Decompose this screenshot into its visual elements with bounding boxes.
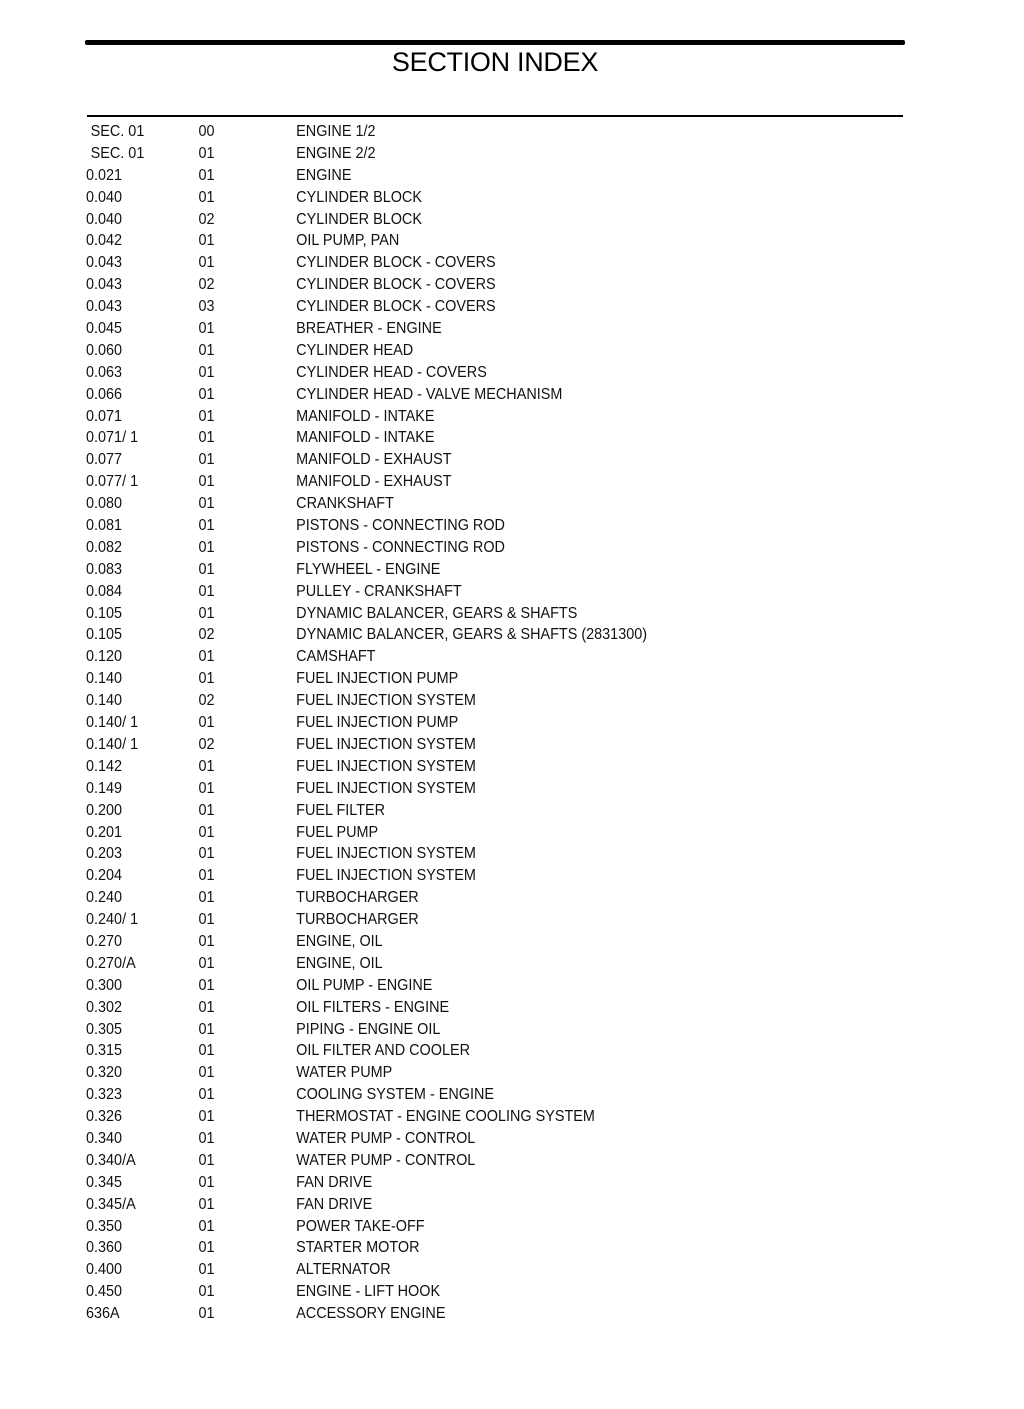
table-row	[86, 931, 830, 953]
section-description: FAN DRIVE	[296, 1195, 373, 1213]
top-rule	[85, 40, 905, 45]
section-description: FAN DRIVE	[296, 1173, 373, 1191]
table-row	[86, 953, 830, 975]
section-code: 0.021	[86, 166, 123, 184]
section-code: 0.105	[86, 626, 123, 644]
section-code: 636A	[86, 1305, 120, 1323]
table-row	[86, 975, 830, 997]
section-description: MANIFOLD - EXHAUST	[296, 473, 452, 491]
section-code: 0.084	[86, 582, 123, 600]
table-row	[86, 1062, 830, 1084]
page-number: 02	[198, 210, 215, 228]
section-description: DYNAMIC BALANCER, GEARS & SHAFTS	[296, 604, 578, 622]
section-code: 0.060	[86, 341, 123, 359]
table-row	[86, 843, 830, 865]
page-number: 01	[198, 648, 215, 666]
table-row	[86, 427, 830, 449]
table-row	[86, 165, 830, 187]
page-number: 02	[198, 735, 215, 753]
section-description: CYLINDER HEAD - COVERS	[296, 363, 487, 381]
page-number: 02	[198, 692, 215, 710]
section-description: ENGINE 2/2	[296, 144, 376, 162]
page-number: 01	[198, 998, 215, 1016]
table-row	[86, 1128, 830, 1150]
table-row	[86, 1019, 830, 1041]
table-row	[86, 537, 830, 559]
table-row	[86, 296, 830, 318]
page-number: 01	[198, 254, 215, 272]
table-row	[86, 822, 830, 844]
section-description: FUEL INJECTION PUMP	[296, 670, 459, 688]
section-code: 0.081	[86, 517, 123, 535]
page-number: 02	[198, 276, 215, 294]
section-description: PISTONS - CONNECTING ROD	[296, 517, 505, 535]
table-row	[86, 1237, 830, 1259]
section-code: 0.043	[86, 298, 123, 316]
section-code: 0.400	[86, 1261, 123, 1279]
page-number: 01	[198, 166, 215, 184]
section-code: 0.204	[86, 867, 123, 885]
table-row	[86, 209, 830, 231]
section-code: 0.200	[86, 801, 123, 819]
table-row	[86, 668, 830, 690]
section-code: 0.071	[86, 407, 123, 425]
section-code: 0.450	[86, 1283, 123, 1301]
table-row	[86, 449, 830, 471]
section-code: 0.045	[86, 320, 123, 338]
table-row	[86, 712, 830, 734]
page-number: 01	[198, 473, 215, 491]
table-row	[86, 624, 830, 646]
section-code: 0.203	[86, 845, 123, 863]
section-code: 0.043	[86, 254, 123, 272]
section-description: STARTER MOTOR	[296, 1239, 420, 1257]
table-row	[86, 1150, 830, 1172]
section-description: FUEL FILTER	[296, 801, 386, 819]
section-code: 0.140/ 1	[86, 735, 139, 753]
page-number: 01	[198, 932, 215, 950]
section-code: 0.149	[86, 779, 123, 797]
page-number: 01	[198, 976, 215, 994]
section-description: THERMOSTAT - ENGINE COOLING SYSTEM	[296, 1108, 595, 1126]
table-row	[86, 887, 830, 909]
page-number: 01	[198, 363, 215, 381]
table-row	[86, 865, 830, 887]
table-row	[86, 406, 830, 428]
section-description: FUEL PUMP	[296, 823, 379, 841]
table-row	[86, 187, 830, 209]
section-description: ALTERNATOR	[296, 1261, 391, 1279]
page-number: 01	[198, 714, 215, 732]
section-description: ENGINE 1/2	[296, 123, 376, 140]
page-number: 01	[198, 1064, 215, 1082]
page-number: 01	[198, 582, 215, 600]
section-code: 0.320	[86, 1064, 123, 1082]
page-number: 01	[198, 867, 215, 885]
section-code: 0.120	[86, 648, 123, 666]
table-row	[86, 1259, 830, 1281]
page-number: 00	[198, 123, 215, 140]
section-code: 0.140/ 1	[86, 714, 139, 732]
table-row	[86, 997, 830, 1019]
table-row	[86, 362, 830, 384]
section-code: 0.043	[86, 276, 123, 294]
section-description: OIL PUMP - ENGINE	[296, 976, 433, 994]
table-row	[86, 581, 830, 603]
section-description: TURBOCHARGER	[296, 911, 419, 929]
section-code: 0.240	[86, 889, 123, 907]
section-code: 0.066	[86, 385, 123, 403]
section-code: 0.042	[86, 232, 123, 250]
page-number: 01	[198, 889, 215, 907]
section-code: 0.201	[86, 823, 123, 841]
section-description: FUEL INJECTION SYSTEM	[296, 779, 476, 797]
section-code: 0.071/ 1	[86, 429, 139, 447]
section-description: TURBOCHARGER	[296, 889, 419, 907]
section-code: 0.340/A	[86, 1151, 136, 1169]
section-code: 0.340	[86, 1129, 123, 1147]
section-description: OIL FILTER AND COOLER	[296, 1042, 471, 1060]
section-description: MANIFOLD - EXHAUST	[296, 451, 452, 469]
table-row	[86, 1303, 830, 1325]
section-description: CYLINDER BLOCK	[296, 188, 422, 206]
page-number: 01	[198, 1173, 215, 1191]
section-description: FLYWHEEL - ENGINE	[296, 560, 441, 578]
page-number: 01	[198, 232, 215, 250]
page-number: 01	[198, 1261, 215, 1279]
table-row	[86, 384, 830, 406]
section-code: 0.140	[86, 692, 123, 710]
page-number: 01	[198, 385, 215, 403]
section-description: FUEL INJECTION SYSTEM	[296, 867, 476, 885]
section-description: CYLINDER BLOCK - COVERS	[296, 276, 496, 294]
section-description: FUEL INJECTION SYSTEM	[296, 845, 476, 863]
section-code: 0.326	[86, 1108, 123, 1126]
table-row	[86, 690, 830, 712]
table-row	[86, 1216, 830, 1238]
section-code: 0.142	[86, 757, 123, 775]
page-number: 01	[198, 911, 215, 929]
section-code: 0.345	[86, 1173, 123, 1191]
section-description: PULLEY - CRANKSHAFT	[296, 582, 462, 600]
page-number: 01	[198, 407, 215, 425]
section-code: 0.300	[86, 976, 123, 994]
page-number: 01	[198, 1283, 215, 1301]
header-rule	[87, 115, 903, 117]
page-number: 01	[198, 845, 215, 863]
section-description: CYLINDER HEAD	[296, 341, 414, 359]
section-description: ENGINE, OIL	[296, 932, 383, 950]
section-description: BREATHER - ENGINE	[296, 320, 442, 338]
table-row	[86, 734, 830, 756]
page-number: 01	[198, 1217, 215, 1235]
section-description: OIL FILTERS - ENGINE	[296, 998, 450, 1016]
section-description: OIL PUMP, PAN	[296, 232, 400, 250]
section-description: FUEL INJECTION SYSTEM	[296, 735, 476, 753]
page-number: 01	[198, 1195, 215, 1213]
table-row	[86, 559, 830, 581]
page-number: 01	[198, 451, 215, 469]
section-code: 0.080	[86, 495, 123, 513]
page-number: 01	[198, 341, 215, 359]
section-description: CYLINDER BLOCK - COVERS	[296, 298, 496, 316]
table-row	[86, 1194, 830, 1216]
section-description: ACCESSORY ENGINE	[296, 1305, 446, 1323]
page-number: 01	[198, 757, 215, 775]
page-title: SECTION INDEX	[391, 47, 599, 77]
section-code: 0.082	[86, 538, 123, 556]
table-row	[86, 603, 830, 625]
page-number: 01	[198, 538, 215, 556]
page-number: 01	[198, 1086, 215, 1104]
section-description: WATER PUMP - CONTROL	[296, 1129, 476, 1147]
table-row	[86, 471, 830, 493]
section-description: CYLINDER BLOCK	[296, 210, 422, 228]
page-number: 01	[198, 429, 215, 447]
section-description: CYLINDER HEAD - VALVE MECHANISM	[296, 385, 563, 403]
table-row	[86, 121, 830, 143]
table-row	[86, 756, 830, 778]
page-number: 01	[198, 604, 215, 622]
section-description: MANIFOLD - INTAKE	[296, 429, 435, 447]
table-row	[86, 515, 830, 537]
table-row	[86, 778, 830, 800]
page-number: 01	[198, 1151, 215, 1169]
section-code: SEC. 01	[90, 123, 145, 140]
page-number: 01	[198, 801, 215, 819]
page-number: 01	[198, 495, 215, 513]
section-description: DYNAMIC BALANCER, GEARS & SHAFTS (2831300)	[296, 626, 648, 644]
section-description: CYLINDER BLOCK - COVERS	[296, 254, 496, 272]
section-description: FUEL INJECTION SYSTEM	[296, 692, 476, 710]
page-number: 01	[198, 1042, 215, 1060]
page-number: 01	[198, 1239, 215, 1257]
section-index-table	[86, 121, 886, 1325]
section-code: 0.302	[86, 998, 123, 1016]
section-description: ENGINE, OIL	[296, 954, 383, 972]
page-number: 01	[198, 1129, 215, 1147]
section-description: FUEL INJECTION PUMP	[296, 714, 459, 732]
table-row	[86, 1084, 830, 1106]
section-code: 0.040	[86, 210, 123, 228]
table-row	[86, 318, 830, 340]
table-row	[86, 340, 830, 362]
section-code: 0.270	[86, 932, 123, 950]
table-row	[86, 800, 830, 822]
section-code: 0.360	[86, 1239, 123, 1257]
section-code: 0.040	[86, 188, 123, 206]
table-row	[86, 274, 830, 296]
section-description: FUEL INJECTION SYSTEM	[296, 757, 476, 775]
section-code: 0.077/ 1	[86, 473, 139, 491]
table-row	[86, 252, 830, 274]
section-description: PIPING - ENGINE OIL	[296, 1020, 441, 1038]
page-number: 01	[198, 779, 215, 797]
page-number: 01	[198, 560, 215, 578]
page-number: 03	[198, 298, 215, 316]
section-description: ENGINE	[296, 166, 352, 184]
table-row	[86, 1106, 830, 1128]
section-description: MANIFOLD - INTAKE	[296, 407, 435, 425]
page-number: 01	[198, 954, 215, 972]
page-number: 01	[198, 1305, 215, 1323]
page-number: 01	[198, 320, 215, 338]
table-row	[86, 493, 830, 515]
section-description: ENGINE - LIFT HOOK	[296, 1283, 441, 1301]
section-code: 0.083	[86, 560, 123, 578]
section-code: 0.240/ 1	[86, 911, 139, 929]
table-row	[86, 1172, 830, 1194]
page-number: 01	[198, 517, 215, 535]
section-description: CRANKSHAFT	[296, 495, 394, 513]
page-number: 01	[198, 144, 215, 162]
section-code: 0.270/A	[86, 954, 136, 972]
table-row	[86, 646, 830, 668]
section-code: 0.063	[86, 363, 123, 381]
section-description: CAMSHAFT	[296, 648, 376, 666]
section-code: 0.323	[86, 1086, 123, 1104]
section-code: 0.345/A	[86, 1195, 136, 1213]
section-description: WATER PUMP - CONTROL	[296, 1151, 476, 1169]
section-code: 0.305	[86, 1020, 123, 1038]
page-number: 01	[198, 188, 215, 206]
section-description: PISTONS - CONNECTING ROD	[296, 538, 505, 556]
page-number: 01	[198, 1020, 215, 1038]
section-code: 0.077	[86, 451, 123, 469]
page-number: 02	[198, 626, 215, 644]
page-number: 01	[198, 670, 215, 688]
page-number: 01	[198, 823, 215, 841]
table-row	[86, 1040, 830, 1062]
section-code: SEC. 01	[90, 144, 145, 162]
section-code: 0.140	[86, 670, 123, 688]
section-description: POWER TAKE-OFF	[296, 1217, 425, 1235]
page-number: 01	[198, 1108, 215, 1126]
table-row	[86, 909, 830, 931]
section-description: WATER PUMP	[296, 1064, 393, 1082]
section-code: 0.105	[86, 604, 123, 622]
section-code: 0.315	[86, 1042, 123, 1060]
table-row	[86, 230, 830, 252]
table-row	[86, 143, 830, 165]
section-code: 0.350	[86, 1217, 123, 1235]
table-row	[86, 1281, 830, 1303]
section-description: COOLING SYSTEM - ENGINE	[296, 1086, 495, 1104]
